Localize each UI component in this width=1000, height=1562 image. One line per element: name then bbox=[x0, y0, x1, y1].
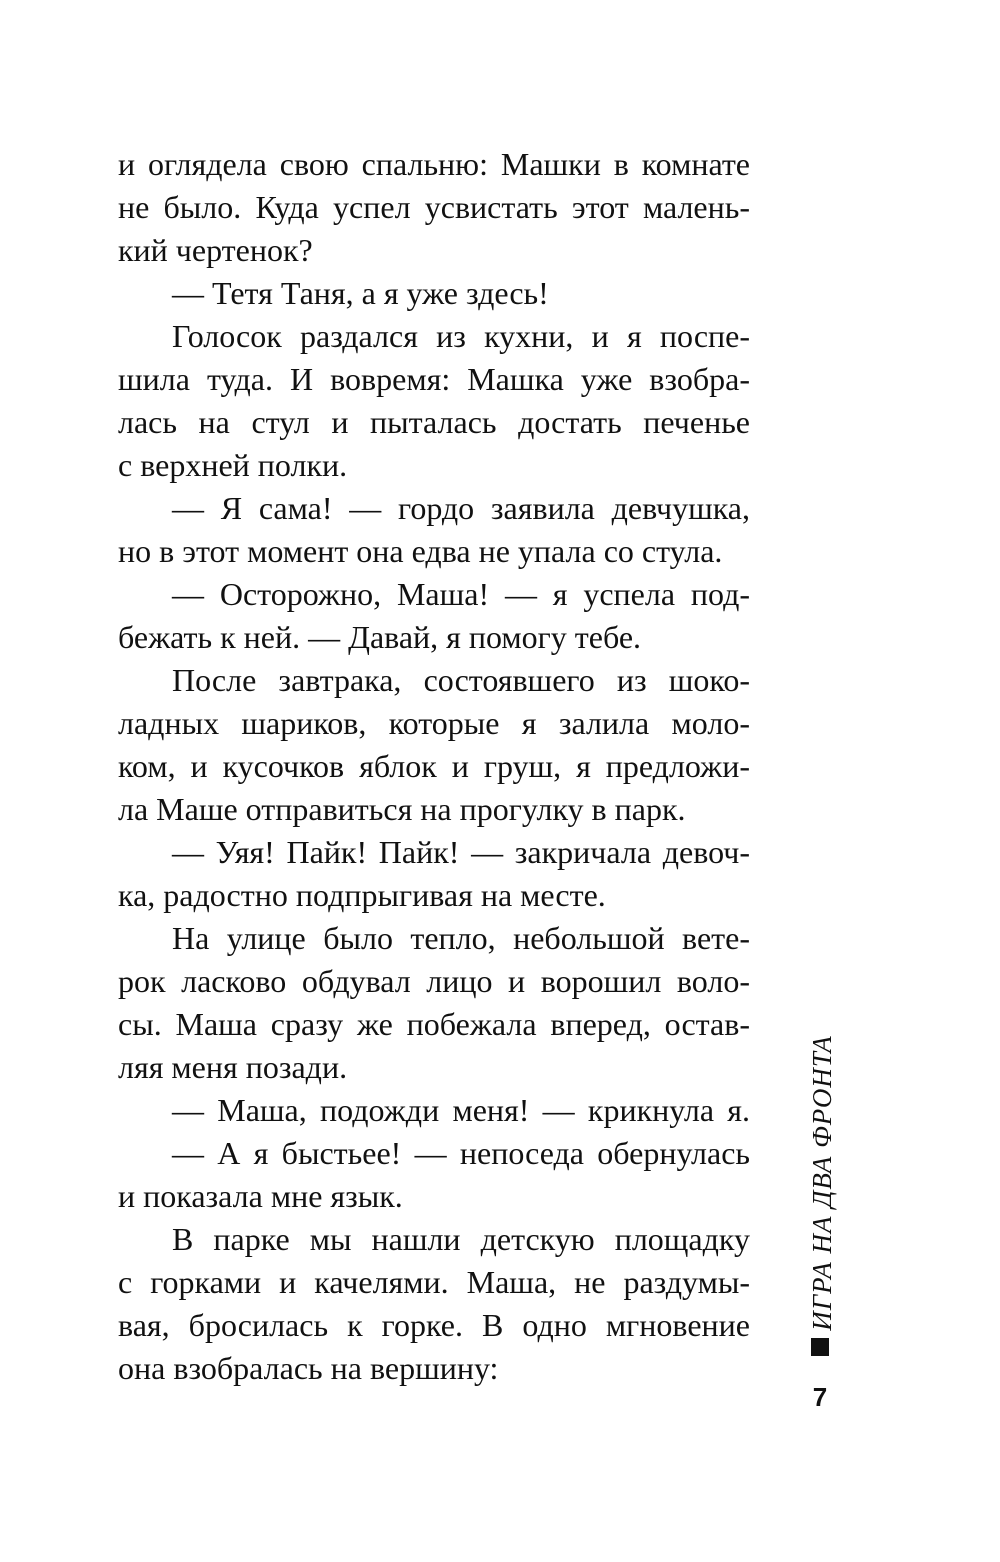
text-line: рок ласково обдувал лицо и ворошил воло- bbox=[118, 963, 750, 999]
text-line: не было. Куда успел усвистать этот малень- bbox=[118, 189, 750, 225]
body-text bbox=[118, 143, 750, 1390]
text-line: — Маша, подожди меня! — крикнула я. bbox=[172, 1092, 750, 1128]
text-line: В парке мы нашли детскую площадку bbox=[172, 1221, 750, 1257]
text-line: ка, радостно подпрыгивая на месте. bbox=[118, 877, 606, 913]
text-line: с горками и качелями. Маша, не раздумы- bbox=[118, 1264, 750, 1300]
text-line: она взобралась на вершину: bbox=[118, 1350, 499, 1386]
page-number: 7 bbox=[812, 1382, 828, 1412]
text-line: но в этот момент она едва не упала со стула. bbox=[118, 533, 723, 569]
text-line: ляя меня позади. bbox=[118, 1049, 348, 1085]
text-line: ла Маше отправиться на прогулку в парк. bbox=[118, 791, 686, 827]
text-line: — Тетя Таня, а я уже здесь! bbox=[172, 275, 549, 311]
text-line: ладных шариков, которые я залила моло- bbox=[118, 705, 750, 741]
text-line: Голосок раздался из кухни, и я поспе- bbox=[172, 318, 750, 354]
text-line: — Я сама! — гордо заявила девчушка, bbox=[172, 490, 750, 526]
text-line: сы. Маша сразу же побежала вперед, остав- bbox=[118, 1006, 750, 1042]
text-line: После завтрака, состоявшего из шоко- bbox=[172, 662, 750, 698]
text-line: вая, бросилась к горке. В одно мгновение bbox=[118, 1307, 750, 1343]
text-line: бежать к ней. — Давай, я помогу тебе. bbox=[118, 619, 642, 655]
square-bullet-icon bbox=[811, 1338, 829, 1356]
text-line: — А я быстьее! — непоседа обернулась bbox=[172, 1135, 750, 1171]
text-line: ком, и кусочков яблок и груш, я предложи- bbox=[118, 748, 750, 784]
text-line: — Уяя! Пайк! Пайк! — закричала девоч- bbox=[172, 834, 750, 870]
text-line: На улице было тепло, небольшой вете- bbox=[172, 920, 750, 956]
text-line: шила туда. И вовремя: Машка уже взобра- bbox=[118, 361, 750, 397]
text-line: кий чертенок? bbox=[118, 232, 313, 268]
running-title-text: ИГРА НА ДВА ФРОНТА bbox=[807, 1035, 837, 1331]
text-line: и оглядела свою спальню: Машки в комнате bbox=[118, 146, 750, 182]
text-line: и показала мне язык. bbox=[118, 1178, 403, 1214]
text-line: лась на стул и пыталась достать печенье bbox=[118, 404, 750, 440]
text-line: — Осторожно, Маша! — я успела под- bbox=[172, 576, 750, 612]
text-line: с верхней полки. bbox=[118, 447, 348, 483]
running-title bbox=[802, 1018, 842, 1348]
